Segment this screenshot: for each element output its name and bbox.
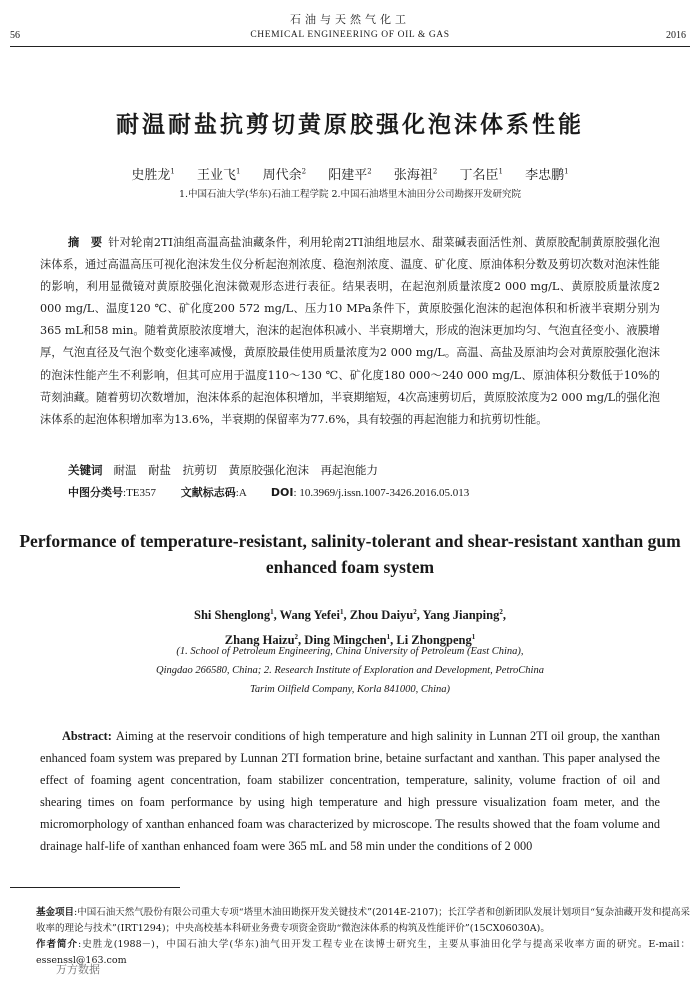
author-list-en: Shi Shenglong$^1$, Wang Yefei$^1$, Zhou Daiyu$^2$, Yang Jianping$^2$, Zhang Haizu$^2$, Ding Mingchen$^1$, Li Zhongpeng$^1$ — [194, 608, 506, 648]
clc-label: 中图分类号 — [68, 486, 123, 499]
doi-label: DOI — [270, 486, 294, 499]
wanfang-watermark: 万方数据 — [56, 963, 100, 976]
footnotes — [10, 905, 690, 969]
keywords-label: 关键词 — [68, 463, 103, 477]
author-en: Shi Shenglong$^1$ — [194, 608, 274, 623]
doc-code-label: 文献标志码 — [180, 486, 236, 499]
affiliation-en-line: Qingdao 266580, China; 2. Research Institute of Exploration and Development, PetroChina — [156, 665, 544, 676]
author-cn: 张海祖$^2$ — [393, 167, 438, 183]
author-en: Ding Mingchen$^1$ — [304, 633, 391, 648]
author-en: Li Zhongpeng$^1$ — [396, 633, 476, 648]
abstract-en-text: Aiming at the reservoir conditions of high temperature and high salinity in Lunnan 2TI oil group, the xanthan enhanced foam system was prepared by Lunnan 2TI formation brine, betaine surfactant and xanthan. This paper analysed the effect of foaming agent concentration, foam stabilizer concentration, temperature, salinity, volume fraction of oil and shearing times on foam performance by using high temperature and high pressure visualization foam meter, and the micromorphology of xanthan enhanced foam was characterized by microscope. The results showed that the foam volume and drainage half-life of xanthan enhanced foam were 365 mL and 58 min under the conditions of 2 000 — [40, 729, 660, 854]
author-en: Zhang Haizu$^2$ — [224, 633, 299, 648]
keywords-text: 耐温 耐盐 抗剪切 黄原胶强化泡沫 再起泡能力 — [113, 463, 378, 477]
author-cn: 李忠鹏$^1$ — [525, 167, 569, 183]
keywords-cn — [68, 462, 378, 478]
journal-title-en: CHEMICAL ENGINEERING OF OIL & GAS — [250, 30, 450, 40]
author-cn: 史胜龙$^1$ — [131, 167, 175, 183]
classification-line: 中图分类号:TE357 文献标志码:A DOI: 10.3969/j.issn.1007-3426.2016.05.013 — [68, 486, 470, 499]
author-bio-note: 作者简介:史胜龙(1988－)，中国石油大学(华东)油气田开发工程专业在读博士研究生，主要从事油田化学与提高采收率方面的研究。E-mail：essenssl@163.com — [36, 939, 690, 966]
footnote-rule — [10, 887, 180, 888]
author-en: Yang Jianping$^2$ — [422, 608, 503, 623]
journal-title-cn: 石油与天然气化工 — [290, 13, 410, 26]
author-cn: 王业飞$^1$ — [197, 167, 241, 183]
author-list-cn — [0, 164, 700, 183]
abstract-cn — [40, 232, 660, 431]
abstract-cn-text: 针对轮南2TI油组高温高盐油藏条件，利用轮南2TI油组地层水、甜菜碱表面活性剂、黄原胶配制黄原胶强化泡沫体系，通过高温高压可视化泡沫发生仪分析起泡剂浓度、稳泡剂浓度、温度、矿化度、原油体积分数及剪切次数对泡沫性能的影响，利用显微镜对黄原胶强化泡沫微观形态进行表征。结果表明，在起泡剂质量浓度2 000 mg/L、黄原胶质量浓度2 000 mg/L、温度120 ℃、矿化度200 572 mg/L、压力10 MPa条件下，黄原胶强化泡沫的起泡体积和析液半衰期分别为365 mL和58 min。随着黄原胶浓度增大，泡沫的起泡体积减小、半衰期增大，形成的泡沫更加均匀、气泡直径变小、液膜增厚，气泡直径及气泡个数变化速率减慢，黄原胶最佳使用质量浓度为2 000 mg/L。高温、高盐及原油均会对黄原胶强化泡沫的泡沫性能产生不利影响，但其可应用于温度110～130 ℃、矿化度180 000～240 000 mg/L、原油体积分数低于10%的苛刻油藏。随着剪切次数增加，泡沫体系的起泡体积增加，半衰期缩短，4次高速剪切后，黄原胶浓度为2 000 mg/L的强化泡沫体系的起泡体积增加率为13.6%，半衰期的保留率为77.6%，具有较强的再起泡能力和抗剪切性能。 — [40, 236, 660, 426]
abstract-cn-label: 摘 要 — [68, 236, 103, 249]
paper-title-en: Performance of temperature-resistant, salinity-tolerant and shear-resistant xanthan gum enhanced foam system — [19, 531, 681, 577]
affiliation-en-line: (1. School of Petroleum Engineering, China University of Petroleum (East China), — [176, 646, 524, 657]
affiliation-en-line: Tarim Oilfield Company, Korla 841000, China) — [249, 684, 450, 695]
affiliations-cn: 1.中国石油大学(华东)石油工程学院 2.中国石油塔里木油田分公司勘探开发研究院 — [178, 189, 522, 200]
page-number: 56 — [10, 30, 20, 41]
affiliations-en — [60, 642, 640, 699]
clc-value: TE357 — [126, 487, 157, 499]
author-en: Zhou Daiyu$^2$ — [349, 608, 417, 623]
paper-title-cn: 耐温耐盐抗剪切黄原胶强化泡沫体系性能 — [116, 112, 584, 138]
abstract-en — [40, 725, 660, 858]
author-cn: 丁名臣$^1$ — [459, 167, 503, 183]
doi-value: 10.3969/j.issn.1007-3426.2016.05.013 — [299, 487, 470, 499]
journal-year: 2016 — [666, 30, 686, 41]
doc-code-value: A — [238, 487, 247, 499]
author-cn: 周代余$^2$ — [262, 167, 307, 183]
author-en: Wang Yefei$^1$ — [279, 608, 344, 623]
header-rule — [10, 46, 690, 47]
author-cn: 阳建平$^2$ — [328, 167, 372, 183]
funding-note: 基金项目:中国石油天然气股份有限公司重大专项“塔里木油田勘探开发关键技术”(2014E-2107)；长江学者和创新团队发展计划项目“复杂油藏开发和提高采收率的理论与技术”(IRT1294)；中央高校基本科研业务费专项资金资助“微泡沫体系的构筑及性能评价”(15CX06030A)。 — [36, 907, 690, 934]
abstract-en-label: Abstract: — [62, 729, 112, 743]
